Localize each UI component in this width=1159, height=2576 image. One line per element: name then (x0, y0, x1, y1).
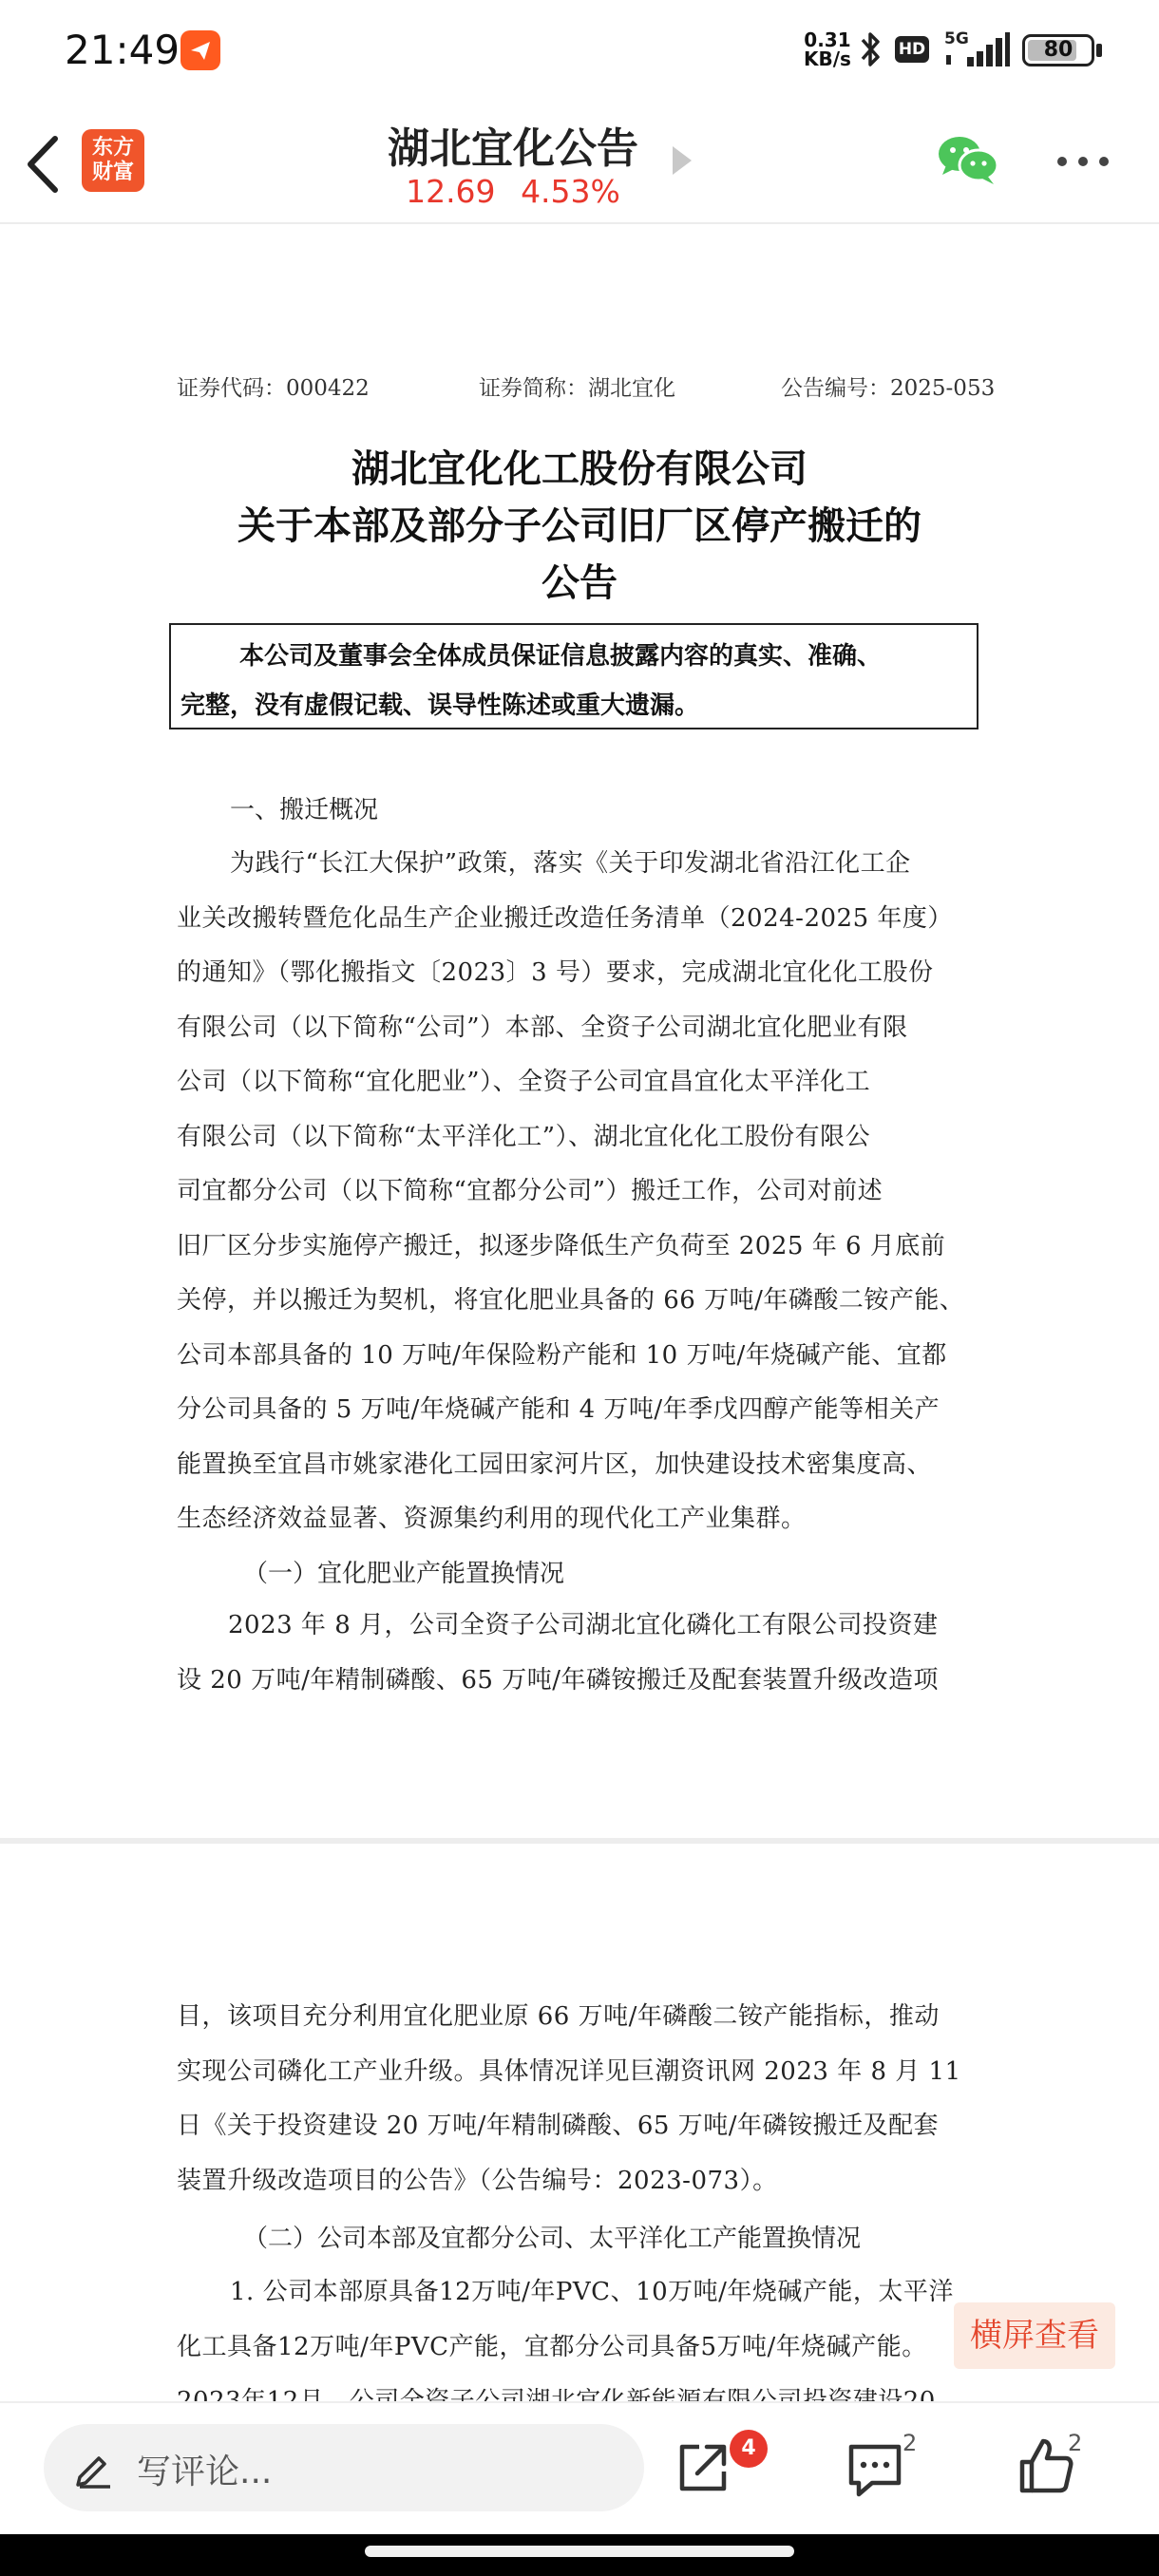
home-indicator[interactable] (365, 2546, 794, 2557)
paragraph-line: 业关改搬转暨危化品生产企业搬迁改造任务清单（2024-2025 年度） (177, 903, 953, 933)
page-divider (0, 1838, 1159, 1844)
comment-input[interactable] (44, 2424, 644, 2511)
paragraph-line: 有限公司（以下简称“太平洋化工”）、湖北宜化化工股份有限公 (177, 1122, 871, 1151)
more-dots-icon[interactable] (1056, 154, 1110, 172)
stock-short-name: 证券简称：湖北宜化 (479, 376, 675, 401)
stock-quote[interactable] (0, 173, 1026, 210)
network-speed-unit: KB/s (804, 47, 851, 70)
hd-icon: HD (895, 36, 929, 63)
doc-title-line: 湖北宜化化工股份有限公司 (352, 447, 808, 491)
paragraph-line: 关停，并以搬迁为契机，将宜化肥业具备的 66 万吨/年磷酸二铵产能、 (177, 1286, 965, 1315)
status-bar (0, 0, 1159, 104)
play-triangle-icon[interactable] (671, 144, 694, 180)
brand-line-1: 东方 (91, 136, 134, 160)
system-nav-bar (0, 2534, 1159, 2576)
battery-icon (1022, 34, 1094, 66)
doc-title-line: 公告 (542, 561, 618, 605)
paragraph-line: 设 20 万吨/年精制磷酸、65 万吨/年磷铵搬迁及配套装置升级改造项 (177, 1665, 939, 1695)
paragraph-line: 2023 年 8 月，公司全资子公司湖北宜化磷化工有限公司投资建 (228, 1611, 939, 1639)
paragraph-line: 能置换至宜昌市姚家港化工园田家河片区，加快建设技术密集度高、 (177, 1449, 933, 1479)
notice-number: 公告编号：2025-053 (781, 376, 996, 401)
doc-title-line: 关于本部及部分子公司旧厂区停产搬迁的 (238, 504, 922, 548)
paragraph-line: 装置升级改造项目的公告》（公告编号：2023-073）。 (177, 2166, 778, 2195)
share-button[interactable] (673, 2437, 733, 2502)
bottom-action-bar (0, 2401, 1159, 2534)
paragraph-line: 日《关于投资建设 20 万吨/年精制磷酸、65 万吨/年磷铵搬迁及配套 (177, 2112, 939, 2140)
comments-button[interactable] (846, 2441, 904, 2502)
comment-count: 2 (902, 2430, 918, 2456)
paragraph-line: 旧厂区分步实施停产搬迁，拟逐步降低生产负荷至 2025 年 6 月底前 (177, 1231, 946, 1260)
comment-icon (846, 2441, 904, 2498)
paragraph-line: 生态经济效益显著、资源集约利用的现代化工产业集群。 (177, 1505, 807, 1533)
paragraph-line: 公司本部具备的 10 万吨/年保险粉产能和 10 万吨/年烧碱产能、宜都 (177, 1340, 947, 1370)
disclaimer-line: 本公司及董事会全体成员保证信息披露内容的真实、准确、 (239, 642, 883, 671)
notification-app-icon (180, 30, 220, 70)
stock-change: 4.53% (521, 173, 620, 210)
status-time: 21:49 (65, 27, 180, 73)
share-badge: 4 (730, 2430, 768, 2468)
brand-line-2: 财富 (91, 161, 134, 184)
paragraph-line: 的通知》（鄂化搬指文〔2023〕3 号）要求，完成湖北宜化化工股份 (177, 958, 934, 987)
battery-cap (1096, 44, 1102, 57)
like-count: 2 (1068, 2430, 1083, 2456)
pen-icon (72, 2447, 114, 2492)
paragraph-line: 为践行“长江大保护”政策，落实《关于印发湖北省沿江化工企 (230, 849, 911, 878)
page-title: 湖北宜化公告 (388, 124, 638, 173)
stock-code: 证券代码：000422 (177, 376, 370, 401)
paragraph-line: 公司（以下简称“宜化肥业”）、全资子公司宜昌宜化太平洋化工 (177, 1068, 871, 1096)
paragraph-line: 1. 公司本部原具备12万吨/年PVC、10万吨/年烧碱产能，太平洋 (230, 2278, 954, 2306)
app-header (0, 104, 1159, 224)
paragraph-line: 分公司具备的 5 万吨/年烧碱产能和 4 万吨/年季戊四醇产能等相关产 (177, 1395, 940, 1424)
disclaimer-line: 完整，没有虚假记载、误导性陈述或重大遗漏。 (180, 691, 700, 720)
landscape-view-button[interactable]: 横屏查看 (954, 2302, 1115, 2369)
comment-placeholder: 写评论... (137, 2453, 273, 2491)
network-speed (804, 30, 851, 68)
wechat-icon[interactable] (937, 133, 999, 190)
paragraph-line: 司宜都分公司（以下简称“宜都分公司”）搬迁工作，公司对前述 (177, 1177, 884, 1205)
like-button[interactable] (1016, 2435, 1075, 2500)
network-speed-value: 0.31 (804, 28, 851, 51)
paragraph-line: 目，该项目充分利用宜化肥业原 66 万吨/年磷酸二铵产能指标，推动 (177, 2002, 940, 2031)
signal-icon (944, 28, 1011, 74)
paragraph-line: 化工具备12万吨/年PVC产能，宜都分公司具备5万吨/年烧碱产能。 (177, 2332, 927, 2361)
thumbs-up-icon (1016, 2435, 1075, 2496)
bluetooth-icon (857, 28, 884, 74)
paragraph-line: 实现公司磷化工产业升级。具体情况详见巨潮资讯网 2023 年 8 月 11 (177, 2056, 961, 2086)
subsection-heading: （二）公司本部及宜都分公司、太平洋化工产能置换情况 (243, 2225, 862, 2253)
paragraph-line: 有限公司（以下简称“公司”）本部、全资子公司湖北宜化肥业有限 (177, 1013, 908, 1042)
share-icon (673, 2437, 733, 2498)
subsection-heading: （一）宜化肥业产能置换情况 (243, 1560, 565, 1588)
disclaimer-box (169, 623, 978, 729)
stock-price: 12.69 (406, 173, 496, 210)
network-type: 5G (944, 29, 969, 48)
section-heading: 一、搬迁概况 (230, 796, 379, 824)
battery-level: 80 (1043, 38, 1074, 62)
